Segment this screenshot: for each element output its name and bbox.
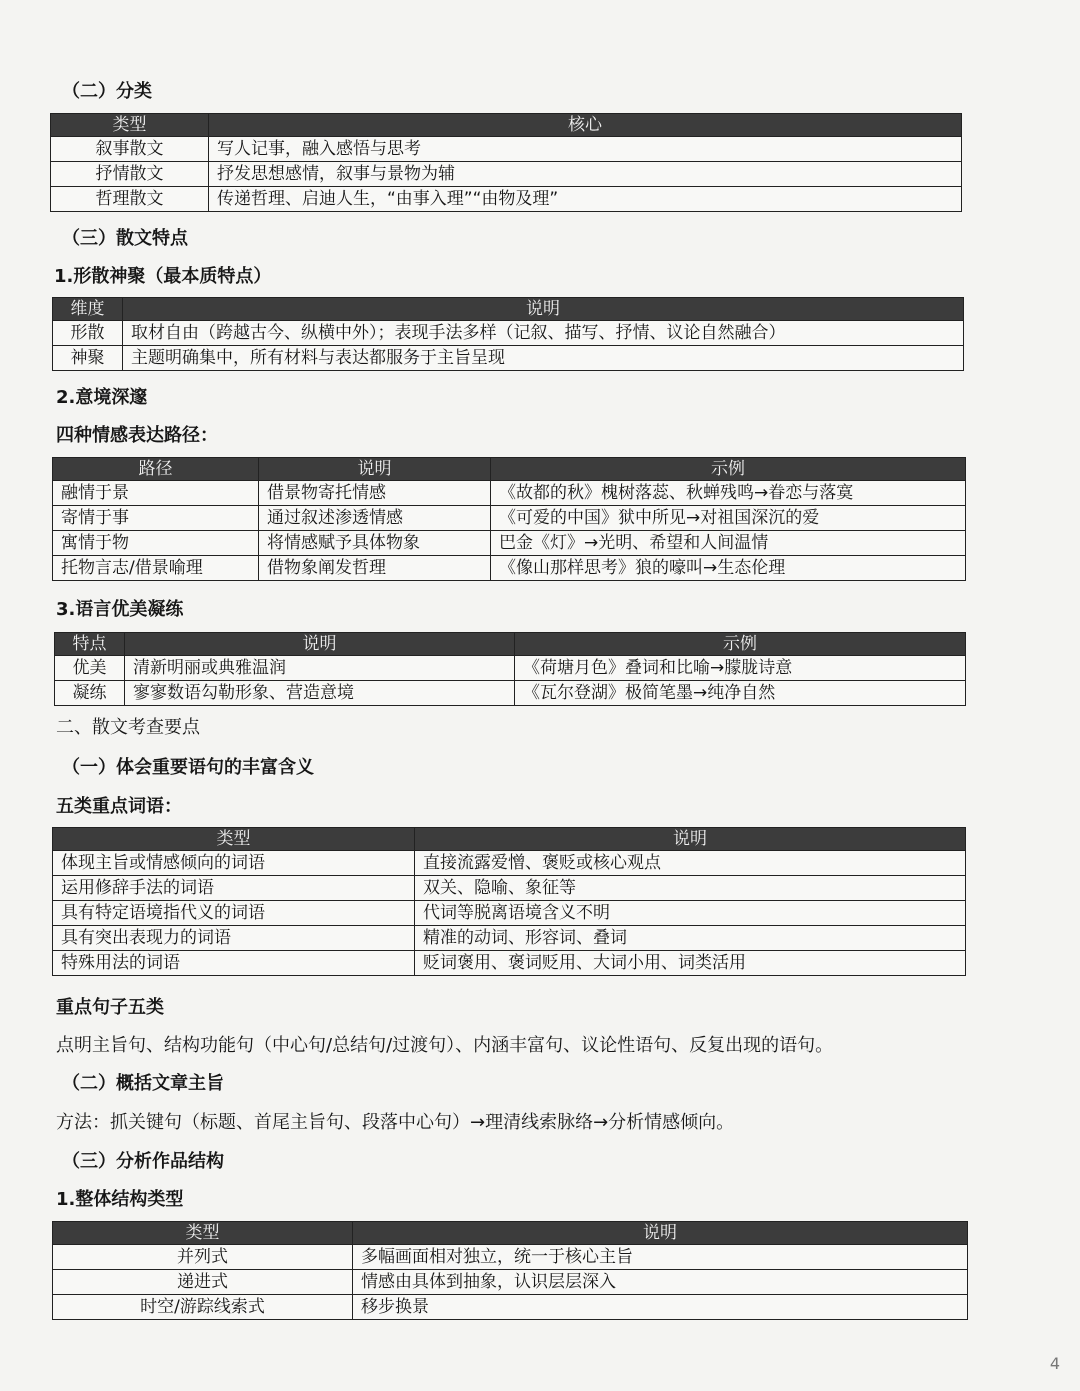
table-cell: 主题明确集中，所有材料与表达都服务于主旨呈现: [123, 346, 964, 371]
table-form-spirit: [52, 297, 964, 371]
table-cell: 通过叙述渗透情感: [259, 506, 491, 531]
column-header: 路径: [53, 458, 259, 481]
section-heading-sentence-meaning: （一）体会重要语句的丰富含义: [62, 757, 314, 778]
table-cell: 形散: [53, 321, 123, 346]
table-row: [53, 926, 966, 951]
table-row: [53, 1270, 968, 1295]
table-row: [51, 137, 962, 162]
table-language: [54, 632, 966, 706]
column-header: 类型: [53, 828, 415, 851]
table-cell: 托物言志/借景喻理: [53, 556, 259, 581]
table-cell: 借物象阐发哲理: [259, 556, 491, 581]
table-cell: 清新明丽或典雅温润: [125, 656, 515, 681]
column-header: 类型: [53, 1222, 353, 1245]
section-heading-exam-points: 二、散文考查要点: [56, 717, 200, 738]
table-cell: 递进式: [53, 1270, 353, 1295]
table-cell: 哲理散文: [51, 187, 209, 212]
table-cell: 《瓦尔登湖》极简笔墨→纯净自然: [515, 681, 966, 706]
subheading-structure-types: 1.整体结构类型: [56, 1189, 184, 1210]
table-cell: 凝练: [55, 681, 125, 706]
table-row: [53, 876, 966, 901]
table-cell: 精准的动词、形容词、叠词: [415, 926, 966, 951]
table-row: [53, 951, 966, 976]
table-cell: 融情于景: [53, 481, 259, 506]
table-row: [53, 851, 966, 876]
table-cell: 特殊用法的词语: [53, 951, 415, 976]
table-cell: 寓情于物: [53, 531, 259, 556]
column-header: 核心: [209, 114, 962, 137]
column-header: 示例: [515, 633, 966, 656]
column-header: 说明: [125, 633, 515, 656]
table-header-row: [53, 1222, 968, 1245]
table-row: [53, 321, 964, 346]
table-row: [53, 1295, 968, 1320]
paragraph-key-sentences: 点明主旨句、结构功能句（中心句/总结句/过渡句）、内涵丰富句、议论性语句、反复出现的语句。: [56, 1035, 834, 1056]
paragraph-theme-method: 方法：抓关键句（标题、首尾主旨句、段落中心句）→理清线索脉络→分析情感倾向。: [56, 1112, 735, 1133]
column-header: 说明: [353, 1222, 968, 1245]
table-cell: 写人记事，融入感悟与思考: [209, 137, 962, 162]
table-header-row: [51, 114, 962, 137]
table-cell: 《荷塘月色》叠词和比喻→朦胧诗意: [515, 656, 966, 681]
table-cell: 多幅画面相对独立，统一于核心主旨: [353, 1245, 968, 1270]
subheading-key-sentences: 重点句子五类: [56, 997, 164, 1018]
table-row: [53, 901, 966, 926]
column-header: 示例: [491, 458, 966, 481]
table-cell: 情感由具体到抽象，认识层层深入: [353, 1270, 968, 1295]
table-cell: 具有突出表现力的词语: [53, 926, 415, 951]
table-row: [51, 187, 962, 212]
section-heading-structure: （三）分析作品结构: [62, 1151, 224, 1172]
table-cell: 移步换景: [353, 1295, 968, 1320]
subheading-mood: 2.意境深邃: [56, 387, 148, 408]
table-classify: [50, 113, 962, 212]
subheading-key-words: 五类重点词语：: [56, 796, 182, 817]
table-structure-types: [52, 1221, 968, 1320]
table-cell: 双关、隐喻、象征等: [415, 876, 966, 901]
table-cell: 抒情散文: [51, 162, 209, 187]
section-heading-classify: （二）分类: [62, 81, 152, 102]
column-header: 维度: [53, 298, 123, 321]
table-header-row: [53, 828, 966, 851]
table-row: [53, 556, 966, 581]
table-cell: 并列式: [53, 1245, 353, 1270]
table-cell: 寥寥数语勾勒形象、营造意境: [125, 681, 515, 706]
table-cell: 传递哲理、启迪人生，“由事入理”“由物及理”: [209, 187, 962, 212]
table-cell: 巴金《灯》→光明、希望和人间温情: [491, 531, 966, 556]
table-cell: 体现主旨或情感倾向的词语: [53, 851, 415, 876]
table-cell: 贬词褒用、褒词贬用、大词小用、词类活用: [415, 951, 966, 976]
table-row: [53, 506, 966, 531]
table-cell: 时空/游踪线索式: [53, 1295, 353, 1320]
column-header: 说明: [259, 458, 491, 481]
table-cell: 神聚: [53, 346, 123, 371]
subheading-language: 3.语言优美凝练: [56, 599, 184, 620]
table-cell: 将情感赋予具体物象: [259, 531, 491, 556]
section-heading-features: （三）散文特点: [62, 228, 188, 249]
table-cell: 取材自由（跨越古今、纵横中外）；表现手法多样（记叙、描写、抒情、议论自然融合）: [123, 321, 964, 346]
table-emotion-paths: [52, 457, 966, 581]
table-row: [55, 656, 966, 681]
table-row: [55, 681, 966, 706]
table-cell: 抒发思想感情，叙事与景物为辅: [209, 162, 962, 187]
table-cell: 《像山那样思考》狼的嚎叫→生态伦理: [491, 556, 966, 581]
table-row: [53, 1245, 968, 1270]
table-row: [53, 481, 966, 506]
table-row: [51, 162, 962, 187]
column-header: 说明: [415, 828, 966, 851]
table-cell: 《可爱的中国》狱中所见→对祖国深沉的爱: [491, 506, 966, 531]
subheading-form-scattered: 1.形散神聚（最本质特点）: [54, 266, 272, 287]
table-header-row: [55, 633, 966, 656]
table-row: [53, 346, 964, 371]
table-cell: 寄情于事: [53, 506, 259, 531]
table-header-row: [53, 298, 964, 321]
table-header-row: [53, 458, 966, 481]
table-cell: 具有特定语境指代义的词语: [53, 901, 415, 926]
table-cell: 叙事散文: [51, 137, 209, 162]
table-key-words: [52, 827, 966, 976]
column-header: 类型: [51, 114, 209, 137]
subheading-emotion-paths: 四种情感表达路径：: [56, 425, 218, 446]
table-cell: 优美: [55, 656, 125, 681]
table-row: [53, 531, 966, 556]
column-header: 说明: [123, 298, 964, 321]
column-header: 特点: [55, 633, 125, 656]
table-cell: 直接流露爱憎、褒贬或核心观点: [415, 851, 966, 876]
table-cell: 代词等脱离语境含义不明: [415, 901, 966, 926]
section-heading-theme: （二）概括文章主旨: [62, 1073, 224, 1094]
page-number: 4: [1049, 1354, 1060, 1373]
table-cell: 《故都的秋》槐树落蕊、秋蝉残鸣→眷恋与落寞: [491, 481, 966, 506]
table-cell: 借景物寄托情感: [259, 481, 491, 506]
table-cell: 运用修辞手法的词语: [53, 876, 415, 901]
